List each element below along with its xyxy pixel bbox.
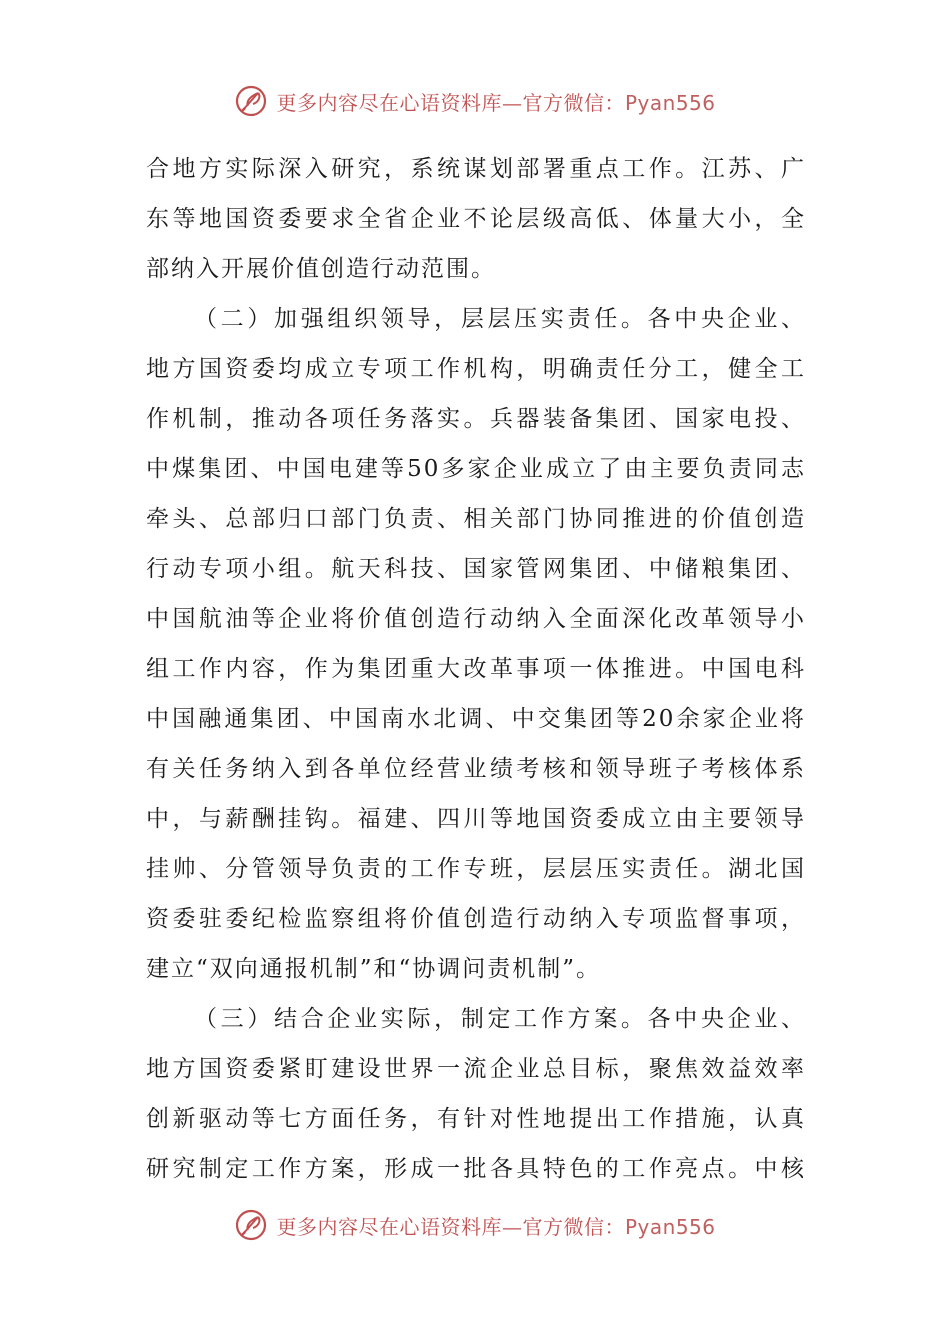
wechat-id: Pyan556 bbox=[624, 90, 716, 115]
text-line: 合地方实际深入研究，系统谋划部署重点工作。江苏、广 bbox=[146, 156, 806, 182]
quill-logo-icon bbox=[234, 84, 268, 118]
text-line: 地方国资委紧盯建设世界一流企业总目标，聚焦效益效率 bbox=[146, 1056, 806, 1082]
text-line: 东等地国资委要求全省企业不论层级高低、体量大小，全 bbox=[146, 206, 806, 232]
text-line: 部纳入开展价值创造行动范围。 bbox=[146, 256, 496, 282]
text-line: 行动专项小组。航天科技、国家管网集团、中储粮集团、 bbox=[146, 556, 806, 582]
paragraph-2 bbox=[146, 294, 806, 994]
text-line: 有关任务纳入到各单位经营业绩考核和领导班子考核体系 bbox=[146, 756, 806, 782]
quill-logo-icon bbox=[234, 1208, 268, 1242]
text-line: （三）结合企业实际，制定工作方案。各中央企业、 bbox=[194, 1006, 806, 1032]
text-line: 研究制定工作方案，形成一批各具特色的工作亮点。中核 bbox=[146, 1156, 806, 1182]
banner-text: 更多内容尽在心语资料库—官方微信：Pyan556 bbox=[276, 1214, 716, 1239]
wechat-id: Pyan556 bbox=[624, 1214, 716, 1239]
text-line: 中国融通集团、中国南水北调、中交集团等20余家企业将 bbox=[146, 706, 806, 732]
banner-text: 更多内容尽在心语资料库—官方微信：Pyan556 bbox=[276, 90, 716, 115]
text-line: 组工作内容，作为集团重大改革事项一体推进。中国电科 bbox=[146, 656, 806, 682]
text-line: 资委驻委纪检监察组将价值创造行动纳入专项监督事项， bbox=[146, 906, 806, 932]
text-line: 中，与薪酬挂钩。福建、四川等地国资委成立由主要领导 bbox=[146, 806, 806, 832]
footer-banner bbox=[0, 1208, 950, 1242]
text-line: 作机制，推动各项任务落实。兵器装备集团、国家电投、 bbox=[146, 406, 806, 432]
text-line: 地方国资委均成立专项工作机构，明确责任分工，健全工 bbox=[146, 356, 806, 382]
paragraph-3 bbox=[146, 994, 806, 1194]
text-line: 挂帅、分管领导负责的工作专班，层层压实责任。湖北国 bbox=[146, 856, 806, 882]
paragraph-1 bbox=[146, 144, 806, 294]
text-line: （二）加强组织领导，层层压实责任。各中央企业、 bbox=[194, 306, 806, 332]
document-body bbox=[146, 144, 806, 1194]
text-line: 牵头、总部归口部门负责、相关部门协同推进的价值创造 bbox=[146, 506, 806, 532]
text-line: 创新驱动等七方面任务，有针对性地提出工作措施，认真 bbox=[146, 1106, 806, 1132]
text-line: 中国航油等企业将价值创造行动纳入全面深化改革领导小 bbox=[146, 606, 806, 632]
text-line: 中煤集团、中国电建等50多家企业成立了由主要负责同志 bbox=[146, 456, 806, 482]
header-banner bbox=[0, 84, 950, 118]
text-line: 建立“双向通报机制”和“协调问责机制”。 bbox=[146, 956, 602, 982]
